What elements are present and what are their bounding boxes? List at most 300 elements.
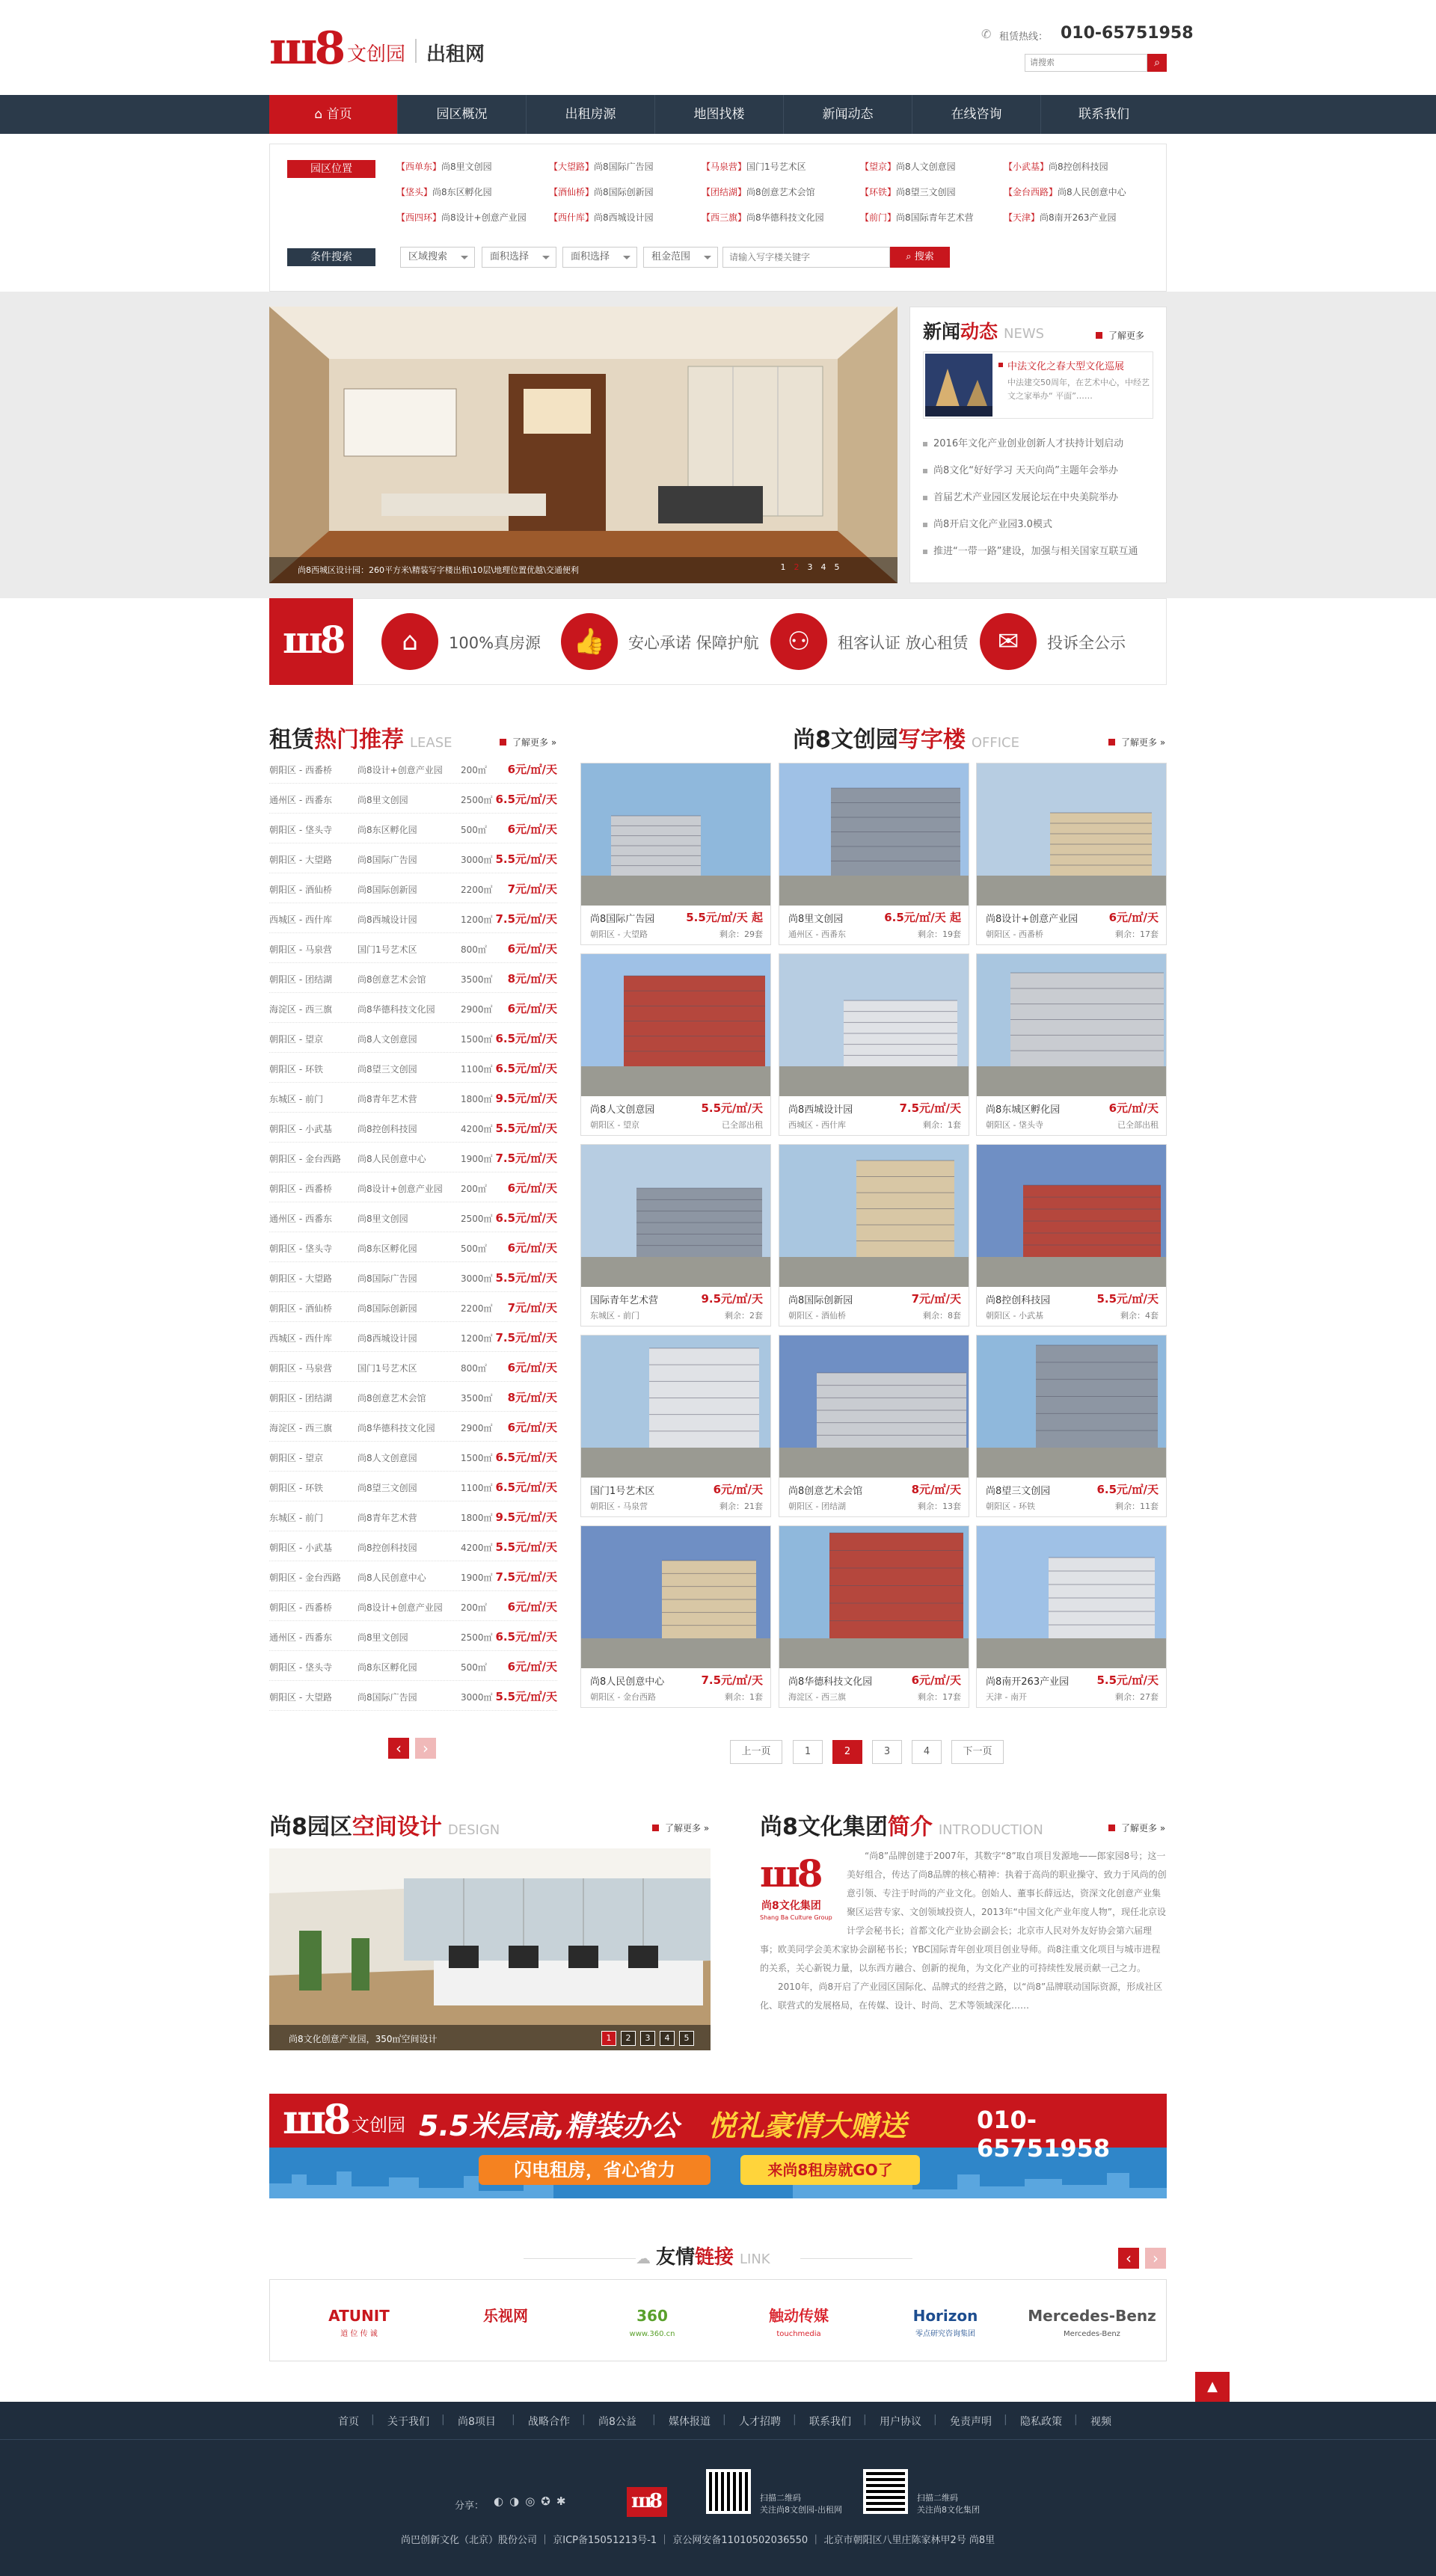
design-dot[interactable]: 4 (660, 2031, 675, 2046)
lease-price: 6.5元/㎡/天 (495, 1451, 557, 1464)
office-remaining: 剩余：1套 (725, 1692, 763, 1702)
lease-price: 8元/㎡/天 (507, 1391, 557, 1404)
filter-search-button[interactable] (890, 247, 950, 268)
lease-row[interactable] (269, 993, 557, 1023)
slider-dot[interactable]: 3 (807, 562, 813, 572)
promo-banner[interactable] (269, 2094, 1167, 2198)
footer-link[interactable]: 战略合作 (528, 2416, 570, 2428)
lease-size: 2500㎡ (461, 1632, 493, 1643)
lease-row[interactable] (269, 1113, 557, 1143)
intro-text (760, 1847, 1167, 2053)
message-icon: ✉ (980, 613, 1037, 670)
location-area: 【西三旗】 (702, 212, 747, 223)
footer-link[interactable]: 尚8项目 (458, 2416, 496, 2428)
lease-park: 国门1号艺术区 (358, 944, 417, 955)
lease-park: 尚8国际创新园 (358, 885, 417, 895)
design-slider[interactable] (269, 1848, 711, 2050)
location-area: 【金台西路】 (1004, 187, 1058, 197)
location-name: 尚8国际广告园 (594, 162, 654, 172)
office-name: 尚8国际创新园 (788, 1295, 853, 1306)
building-photo (779, 1526, 969, 1668)
location-area: 【环铁】 (860, 187, 897, 197)
page-button[interactable]: 下一页 (951, 1740, 1004, 1764)
site-name: 出租网 (426, 43, 485, 66)
location-link[interactable] (549, 160, 654, 173)
nav-listings[interactable]: 出租房源 (527, 95, 655, 134)
lease-park: 尚8设计+创意产业园 (358, 1602, 443, 1613)
location-link[interactable] (702, 211, 824, 224)
location-area: 【马泉营】 (702, 162, 747, 172)
thumbs-up-icon: 👍 (561, 613, 618, 670)
lease-row[interactable] (269, 1352, 557, 1382)
lease-area: 朝阳区 - 望京 (269, 1453, 323, 1463)
lease-park: 尚8望三文创园 (358, 1064, 417, 1075)
banner-slogan-1: 5.5米层高,精装办公 (419, 2109, 679, 2142)
hero-slider[interactable] (269, 307, 898, 583)
location-link[interactable] (702, 185, 815, 198)
lease-size: 200㎡ (461, 1184, 487, 1194)
location-link[interactable] (860, 211, 974, 224)
nav-home[interactable] (269, 95, 398, 134)
area-select-1[interactable]: 面积选择 (482, 247, 556, 268)
lease-row[interactable] (269, 1442, 557, 1472)
office-area: 朝阳区 - 酒仙桥 (788, 1311, 846, 1321)
office-card[interactable] (580, 953, 771, 1136)
nav-contact[interactable]: 联系我们 (1078, 107, 1129, 122)
page-button[interactable]: 2 (832, 1740, 862, 1764)
office-area: 朝阳区 - 金台西路 (590, 1692, 656, 1702)
location-area: 【酒仙桥】 (549, 187, 595, 197)
condition-search-label: 条件搜索 (287, 248, 375, 266)
lease-park: 尚8西城设计园 (358, 914, 417, 925)
lease-area: 朝阳区 - 大望路 (269, 855, 332, 865)
main-nav (0, 95, 1436, 134)
lease-title (269, 721, 452, 754)
rent-select[interactable]: 租金范围 (643, 247, 718, 268)
lease-row[interactable] (269, 933, 557, 963)
partner-sub: www.360.cn (629, 2330, 675, 2338)
slider-dot[interactable]: 4 (820, 562, 826, 572)
footer-separator: | (371, 2414, 375, 2426)
lease-row[interactable] (269, 1322, 557, 1352)
lease-area: 朝阳区 - 团结湖 (269, 1393, 332, 1404)
lease-prev-button[interactable]: ‹ (388, 1738, 409, 1759)
banner-brand: 文创园 (352, 2115, 405, 2136)
feature-logo-mark: ш8 (283, 618, 343, 662)
lease-next-button[interactable]: › (415, 1738, 436, 1759)
partner-logo[interactable] (577, 2303, 727, 2340)
office-card[interactable] (580, 1335, 771, 1517)
lease-row[interactable] (269, 814, 557, 843)
office-card[interactable] (779, 1525, 969, 1708)
links-prev-button[interactable]: ‹ (1118, 2248, 1139, 2269)
building-photo (977, 954, 1166, 1096)
office-title-en: OFFICE (971, 735, 1019, 751)
location-link[interactable] (549, 211, 654, 224)
office-photo (269, 307, 898, 583)
slider-dots (778, 562, 890, 577)
lease-row[interactable] (269, 1561, 557, 1591)
search-icon: ⌕ (1154, 57, 1160, 69)
qr-group-title: 扫描二维码 (917, 2493, 958, 2503)
lease-park: 尚8青年艺术营 (358, 1513, 417, 1523)
office-card[interactable] (976, 763, 1167, 945)
home-icon: ⌂ (314, 107, 327, 122)
lease-park: 尚8里文创园 (358, 1632, 408, 1643)
office-card[interactable] (976, 1525, 1167, 1708)
slider-dot[interactable]: 1 (780, 562, 786, 572)
office-name: 尚8人文创意园 (590, 1104, 655, 1116)
footer-link[interactable]: 联系我们 (809, 2416, 851, 2428)
location-area: 【小武基】 (1004, 162, 1049, 172)
lease-title-a: 租赁 (269, 727, 314, 753)
logo-mark: ш8 (269, 22, 343, 75)
building-photo (581, 763, 770, 906)
lease-title-en: LEASE (410, 735, 452, 751)
lease-size: 3000㎡ (461, 855, 493, 865)
lease-price: 7.5元/㎡/天 (495, 1152, 557, 1165)
footer-separator: | (863, 2414, 867, 2426)
lease-row[interactable] (269, 1681, 557, 1711)
footer-separator: | (933, 2414, 937, 2426)
office-price: 5.5元/㎡/天 (701, 1101, 763, 1115)
lease-park: 尚8国际创新园 (358, 1303, 417, 1314)
location-link[interactable] (396, 185, 492, 198)
lease-price: 6.5元/㎡/天 (495, 793, 557, 806)
news-item[interactable]: 推进“一带一路”建设，加强与相关国家互联互通 (923, 543, 1155, 557)
header-search-input[interactable] (1025, 54, 1147, 72)
partner-logo[interactable] (431, 2303, 580, 2340)
brand-name: 文创园 (347, 43, 406, 66)
lease-size: 4200㎡ (461, 1124, 493, 1134)
lease-more-link[interactable]: 了解更多 » (500, 736, 556, 748)
keyword-input[interactable] (722, 247, 890, 268)
building-photo (581, 954, 770, 1096)
lease-park: 尚8创意艺术会馆 (358, 974, 426, 985)
lease-row[interactable] (269, 1172, 557, 1202)
qq-icon[interactable]: ◐ (494, 2494, 510, 2508)
lease-price: 5.5元/㎡/天 (495, 1122, 557, 1135)
nav-news[interactable]: 新闻动态 (784, 95, 912, 134)
share-icons (494, 2494, 591, 2509)
links-title-a: 友情 (655, 2246, 695, 2269)
office-area: 朝阳区 - 团结湖 (788, 1501, 846, 1511)
lease-row[interactable] (269, 1143, 557, 1172)
lease-park: 尚8东区孵化园 (358, 825, 417, 835)
links-title (636, 2242, 770, 2269)
lease-area: 朝阳区 - 西番桥 (269, 1602, 332, 1613)
footer-separator: | (1074, 2414, 1078, 2426)
lease-row[interactable] (269, 1382, 557, 1412)
lease-row[interactable] (269, 1232, 557, 1262)
office-card[interactable] (976, 953, 1167, 1136)
lease-row[interactable] (269, 1501, 557, 1531)
lease-row[interactable] (269, 1262, 557, 1292)
lease-row[interactable] (269, 1472, 557, 1501)
design-dot[interactable]: 1 (601, 2031, 616, 2046)
design-caption: 尚8文化创意产业园，350㎡空间设计 (289, 2034, 438, 2044)
office-remaining: 剩余：17套 (918, 1692, 961, 1702)
lease-row[interactable] (269, 903, 557, 933)
design-dot[interactable]: 2 (621, 2031, 636, 2046)
office-remaining: 剩余：19套 (918, 929, 961, 939)
lease-area: 通州区 - 西番东 (269, 795, 332, 805)
lease-area: 朝阳区 - 小武基 (269, 1543, 332, 1553)
lease-row[interactable] (269, 1591, 557, 1621)
partner-name: 触动传媒 (769, 2307, 829, 2325)
page-button[interactable]: 上一页 (730, 1740, 782, 1764)
lease-row[interactable] (269, 1621, 557, 1651)
news-item[interactable]: 2016年文化产业创业创新人才扶持计划启动 (923, 435, 1155, 449)
lease-park: 尚8创意艺术会馆 (358, 1393, 426, 1404)
lease-row[interactable] (269, 1023, 557, 1053)
design-title (269, 1808, 500, 1841)
office-card[interactable] (779, 953, 969, 1136)
slider-dot[interactable]: 5 (834, 562, 840, 572)
slider-dot[interactable]: 2 (794, 562, 800, 572)
intro-more-link[interactable]: 了解更多 » (1108, 1822, 1165, 1834)
office-price: 7.5元/㎡/天 (701, 1673, 763, 1687)
partner-logo[interactable] (724, 2303, 874, 2340)
intro-float (760, 1847, 847, 1932)
group-logo-en: Shang Ba Culture Group (760, 1914, 832, 1921)
design-more-link[interactable]: 了解更多 » (652, 1822, 709, 1834)
lease-row[interactable] (269, 1412, 557, 1442)
partner-logo[interactable] (871, 2303, 1020, 2340)
office-price: 6元/㎡/天 (1108, 911, 1159, 924)
lease-row[interactable] (269, 963, 557, 993)
footer-separator: | (793, 2414, 797, 2426)
location-link[interactable] (860, 160, 956, 173)
partner-logo[interactable] (1017, 2303, 1167, 2340)
office-price: 8元/㎡/天 (911, 1483, 961, 1496)
footer-link[interactable]: 尚8公益 (598, 2416, 636, 2428)
location-link[interactable] (396, 211, 527, 224)
lease-price: 6.5元/㎡/天 (495, 1062, 557, 1075)
city-skyline (269, 2168, 1167, 2198)
district-select[interactable]: 区域搜索 (400, 247, 475, 268)
lease-price: 7.5元/㎡/天 (495, 1331, 557, 1344)
links-divider-right (800, 2258, 912, 2259)
office-price: 5.5元/㎡/天 (1096, 1673, 1159, 1687)
site-logo[interactable] (269, 22, 494, 75)
page-button[interactable]: 4 (912, 1740, 942, 1764)
banner-phone: 010-65751958 (977, 2106, 1111, 2162)
links-next-button[interactable]: › (1145, 2248, 1166, 2269)
news-item[interactable]: 尚8开启文化产业园3.0模式 (923, 516, 1155, 530)
design-dot[interactable]: 3 (640, 2031, 655, 2046)
links-divider-left (524, 2258, 636, 2259)
lease-area: 朝阳区 - 金台西路 (269, 1573, 341, 1583)
office-price: 5.5元/㎡/天 (1096, 1292, 1159, 1306)
office-area: 海淀区 - 西三旗 (788, 1692, 846, 1702)
office-card[interactable] (976, 1335, 1167, 1517)
location-link[interactable] (1004, 160, 1108, 173)
location-label: 园区位置 (287, 160, 375, 178)
lease-row[interactable] (269, 1531, 557, 1561)
feature-label: 100%真房源 (449, 634, 541, 652)
weibo-icon[interactable]: ◎ (525, 2494, 541, 2508)
lease-size: 1800㎡ (461, 1094, 493, 1104)
design-dot[interactable]: 5 (679, 2031, 694, 2046)
lease-size: 800㎡ (461, 1363, 487, 1374)
hotline-label: 租赁热线： (999, 31, 1049, 43)
lease-row[interactable] (269, 1292, 557, 1322)
location-link[interactable] (702, 160, 806, 173)
header-search-button[interactable] (1147, 54, 1167, 72)
office-card[interactable] (580, 763, 771, 945)
lease-row[interactable] (269, 1053, 557, 1083)
lease-title-b: 热门推荐 (314, 727, 404, 753)
lease-price: 6元/㎡/天 (507, 763, 557, 776)
news-item[interactable]: 尚8文化“好好学习 天天向尚”主题年会举办 (923, 462, 1155, 476)
office-area: 通州区 - 西番东 (788, 929, 846, 939)
news-headline-title: 中法文化之春大型文化巡展 (1007, 361, 1125, 372)
copyright: 尚巴创新文化（北京）股份公司 ｜ 京ICP备15051213号-1 ｜ 京公网安备11010502036550 ｜ 北京市朝阳区八里庄陈家林甲2号 尚8里 (401, 2535, 995, 2546)
intro-paragraph-2: 2010年，尚8开启了产业园区国际化、品牌式的经营之路，以“尚8”品牌联动国际资源，形成社区化、联营式的发展格局，在传媒、设计、时尚、艺术等领域深化…… (760, 1982, 1163, 2011)
wechat-icon[interactable]: ◑ (509, 2494, 526, 2508)
office-name: 尚8控创科技园 (986, 1295, 1051, 1306)
intro-title-b: 简介 (887, 1814, 933, 1840)
news-more-link[interactable]: 了解更多 (1096, 329, 1144, 342)
office-card[interactable] (580, 1144, 771, 1327)
footer-link[interactable]: 人才招聘 (739, 2416, 781, 2428)
office-name: 尚8望三文创园 (986, 1486, 1051, 1497)
nav-consult[interactable]: 在线咨询 (912, 95, 1041, 134)
lease-area: 朝阳区 - 大望路 (269, 1273, 332, 1284)
qr-code-group (863, 2469, 908, 2514)
lease-size: 4200㎡ (461, 1543, 493, 1553)
lease-size: 1500㎡ (461, 1034, 493, 1045)
building-photo (779, 1335, 969, 1478)
office-price: 6.5元/㎡/天 起 (884, 911, 961, 924)
filter-search-label: 搜索 (914, 251, 934, 262)
nav-park[interactable]: 园区概况 (398, 95, 527, 134)
location-link[interactable] (549, 185, 654, 198)
renren-icon[interactable]: ✱ (556, 2494, 572, 2508)
lease-price: 7元/㎡/天 (507, 1301, 557, 1315)
nav-map[interactable]: 地图找楼 (655, 95, 784, 134)
location-area: 【西四环】 (396, 212, 442, 223)
back-to-top-button[interactable] (1195, 2372, 1230, 2402)
office-card[interactable] (779, 1144, 969, 1327)
office-remaining: 剩余：1套 (923, 1120, 961, 1130)
office-more-link[interactable]: 了解更多 » (1108, 736, 1165, 748)
lease-row[interactable] (269, 1083, 557, 1113)
footer-link[interactable]: 免责声明 (950, 2416, 992, 2428)
office-name: 尚8华德科技文化园 (788, 1676, 873, 1688)
lease-row[interactable] (269, 784, 557, 814)
lease-row[interactable] (269, 843, 557, 873)
location-name: 尚8里文创园 (441, 162, 492, 172)
page-button[interactable]: 1 (793, 1740, 823, 1764)
office-card[interactable] (779, 763, 969, 945)
lease-size: 1900㎡ (461, 1154, 493, 1164)
lease-size: 1900㎡ (461, 1573, 493, 1583)
lease-price: 6.5元/㎡/天 (495, 1481, 557, 1494)
intro-title (760, 1808, 1043, 1841)
partner-logo[interactable] (284, 2303, 434, 2340)
location-link[interactable] (1004, 211, 1117, 224)
office-remaining: 已全部出租 (722, 1120, 763, 1130)
office-price: 6元/㎡/天 (1108, 1101, 1159, 1115)
office-remaining: 剩余：2套 (725, 1311, 763, 1321)
design-dots (601, 2031, 706, 2046)
office-card[interactable] (580, 1525, 771, 1708)
location-name: 尚8设计+创意产业园 (441, 212, 527, 223)
lease-size: 3000㎡ (461, 1273, 493, 1284)
footer-link[interactable]: 媒体报道 (669, 2416, 711, 2428)
footer-link[interactable]: 视频 (1090, 2416, 1111, 2428)
lease-more-label: 了解更多 (512, 737, 549, 748)
location-link[interactable] (860, 185, 956, 198)
feature-label: 投诉全公示 (1047, 634, 1126, 652)
location-link[interactable] (396, 160, 492, 173)
lease-park: 尚8控创科技园 (358, 1543, 417, 1553)
arrow-up-icon: ▲ (1207, 2379, 1218, 2394)
news-item[interactable]: 首届艺术产业园区发展论坛在中央美院举办 (923, 489, 1155, 503)
feature-item (381, 598, 561, 685)
office-card[interactable] (976, 1144, 1167, 1327)
lease-row[interactable] (269, 1651, 557, 1681)
location-link[interactable] (1004, 185, 1126, 198)
lease-area: 朝阳区 - 西番桥 (269, 765, 332, 775)
lease-park: 尚8望三文创园 (358, 1483, 417, 1493)
lease-price: 6元/㎡/天 (507, 1002, 557, 1015)
partner-sub: touchmedia (776, 2330, 821, 2338)
office-name: 国门1号艺术区 (590, 1486, 655, 1497)
footer-link[interactable]: 关于我们 (387, 2416, 429, 2428)
lease-area: 朝阳区 - 小武基 (269, 1124, 332, 1134)
building-photo (779, 763, 969, 906)
footer-divider (0, 2439, 1436, 2440)
news-headline[interactable] (923, 351, 1153, 419)
header (0, 0, 1436, 95)
lease-price: 6元/㎡/天 (507, 1600, 557, 1614)
links-title-b: 链接 (694, 2246, 734, 2269)
qr-code-rental (706, 2469, 751, 2514)
footer-separator: | (722, 2414, 726, 2426)
footer-separator: | (441, 2414, 445, 2426)
footer-link[interactable]: 隐私政策 (1020, 2416, 1062, 2428)
lease-area: 朝阳区 - 垡头寺 (269, 825, 332, 835)
qzone-icon[interactable]: ✪ (541, 2494, 556, 2508)
location-area: 【垡头】 (396, 187, 433, 197)
lease-park: 尚8设计+创意产业园 (358, 1184, 443, 1194)
office-area: 朝阳区 - 垡头寺 (986, 1120, 1043, 1130)
lease-row[interactable] (269, 873, 557, 903)
office-price: 6元/㎡/天 (911, 1673, 961, 1687)
lease-row[interactable] (269, 754, 557, 784)
area-select-2[interactable]: 面积选择 (562, 247, 637, 268)
brand-divider (415, 39, 417, 63)
footer-link[interactable]: 首页 (338, 2416, 359, 2428)
lease-size: 3000㎡ (461, 1692, 493, 1703)
page-button[interactable]: 3 (872, 1740, 902, 1764)
footer-separator: | (652, 2414, 656, 2426)
lease-size: 3500㎡ (461, 1393, 493, 1404)
location-area: 【团结湖】 (702, 187, 747, 197)
lease-size: 2900㎡ (461, 1004, 493, 1015)
office-card[interactable] (779, 1335, 969, 1517)
lease-size: 2900㎡ (461, 1423, 493, 1433)
lease-area: 朝阳区 - 垡头寺 (269, 1244, 332, 1254)
lease-row[interactable] (269, 1202, 557, 1232)
location-name: 尚8人民创意中心 (1058, 187, 1126, 197)
lease-area: 朝阳区 - 马泉营 (269, 1363, 332, 1374)
footer-link[interactable]: 用户协议 (880, 2416, 921, 2428)
news-headline-thumb (925, 354, 992, 416)
